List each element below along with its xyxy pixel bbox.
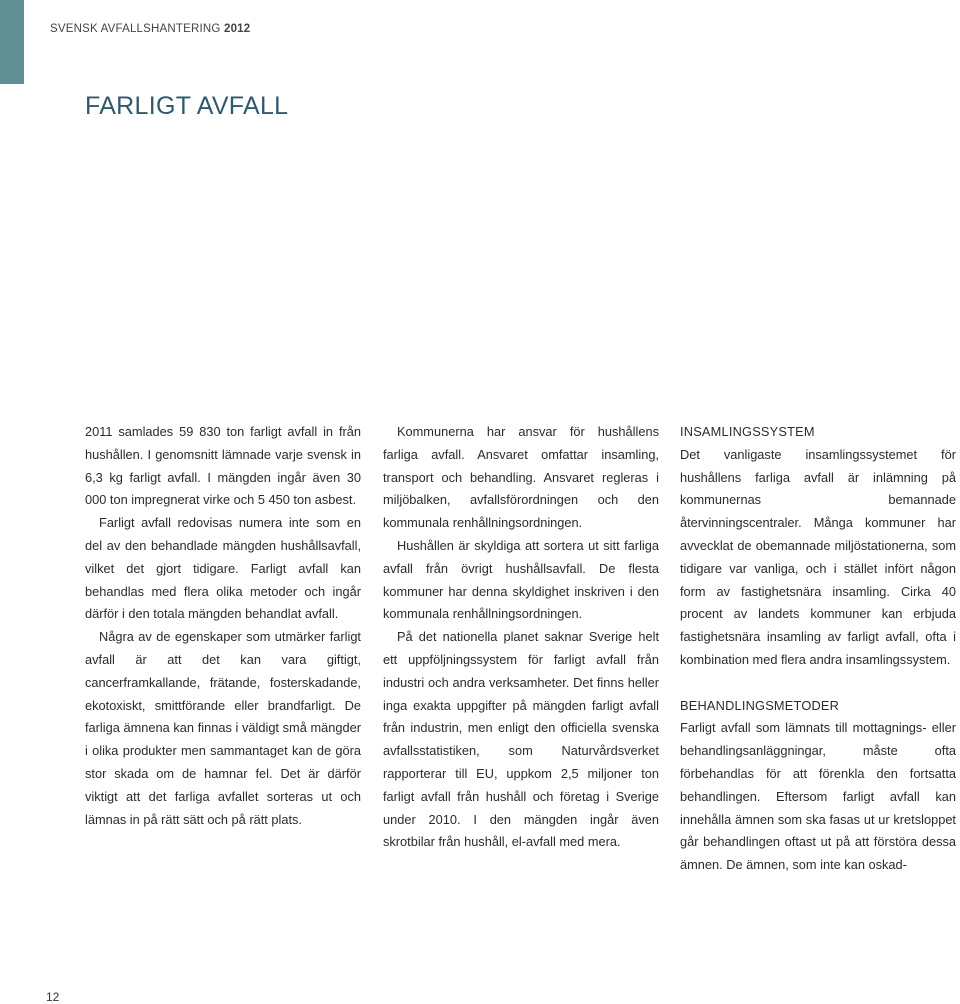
text-column-1	[85, 421, 361, 831]
paragraph: Kommunerna har ansvar för hushållens farliga avfall. Ansvaret omfattar insamling, transport och behandling. Ansvaret regleras i miljöbalken, avfallsförordningen och den kommunala renhållningsordningen.	[383, 424, 659, 531]
paragraph: Farligt avfall som lämnats till mottagnings- eller behandlingsanläggningar, måste ofta förbehandlas för att förenkla den fortsatta behandlingen. Eftersom farligt avfall kan innehålla ämnen som ska fasas ut ur kretsloppet går behandlingen oftast ut på att förstöra dessa ämnen. De ämnen, som inte kan oskad-	[680, 720, 956, 873]
paragraph: Det vanligaste insamlingssystemet för hushållens farliga avfall är inlämning på kommunernas bemannade återvinningscentraler. Många kommuner har avvecklat de obemannade miljöstationerna, som tidigare var vanliga, och i stället infört någon form av fastighetsnära insamling. Cirka 40 procent av landets kommuner kan erbjuda fastighetsnära insamling av farligt avfall, ofta i kombination med flera andra insamlingssystem.	[680, 446, 956, 667]
page-title: FARLIGT AVFALL	[85, 92, 289, 120]
paragraph: Några av de egenskaper som utmärker farligt avfall är att det kan vara giftigt, cancerframkallande, frätande, fosterskadande, ekotoxiskt, smittförande eller brandfarligt. De farliga ämnena kan finnas i väldigt små mängder i olika produkter men sammantaget kan de göra stor skada om de hamnar fel. Det är därför viktigt att det farliga avfallet sorteras ut och lämnas in på rätt sätt och på rätt plats.	[85, 629, 361, 827]
section-spacer	[680, 672, 956, 695]
text-column-3	[680, 421, 956, 877]
section-heading-treatment: BEHANDLINGSMETODER	[680, 697, 840, 713]
paragraph: På det nationella planet saknar Sverige helt ett uppföljningssystem för farligt avfall från industri och andra verksamheter. Det finns heller inga exakta uppgifter på mängden farligt avfall från industrin, men enligt den officiella svenska avfallsstatistiken, som Naturvårdsverket rapporterar till EU, uppkom 2,5 miljoner ton farligt avfall från hushåll och företag i Sverige under 2010. I den mängden ingår även skrotbilar från hushåll, el-avfall med mera.	[383, 629, 659, 850]
publication-name: SVENSK AVFALLSHANTERING	[50, 23, 221, 35]
running-header	[50, 23, 250, 35]
paragraph: 2011 samlades 59 830 ton farligt avfall in från hushållen. I genomsnitt lämnade varje svensk in 6,3 kg farligt avfall. I mängden ingår även 30 000 ton impregnerat virke och 5 450 ton asbest.	[85, 424, 361, 508]
paragraph: Hushållen är skyldiga att sortera ut sitt farliga avfall från övrigt hushållsavfall. De flesta kommuner har denna skyldighet inskriven i den kommunala renhållningsordningen.	[383, 537, 659, 622]
accent-tab	[0, 0, 24, 84]
section-heading-collection: INSAMLINGSSYSTEM	[680, 424, 815, 439]
text-column-2	[383, 421, 659, 854]
publication-year: 2012	[223, 23, 251, 35]
paragraph: Farligt avfall redovisas numera inte som en del av den behandlade mängden hushållsavfall, vilket det gjort tidigare. Farligt avfall kan behandlas med flera olika metoder och ingår därför i den totala mängden behandlat avfall.	[85, 515, 361, 622]
page-number: 12	[46, 990, 60, 1004]
